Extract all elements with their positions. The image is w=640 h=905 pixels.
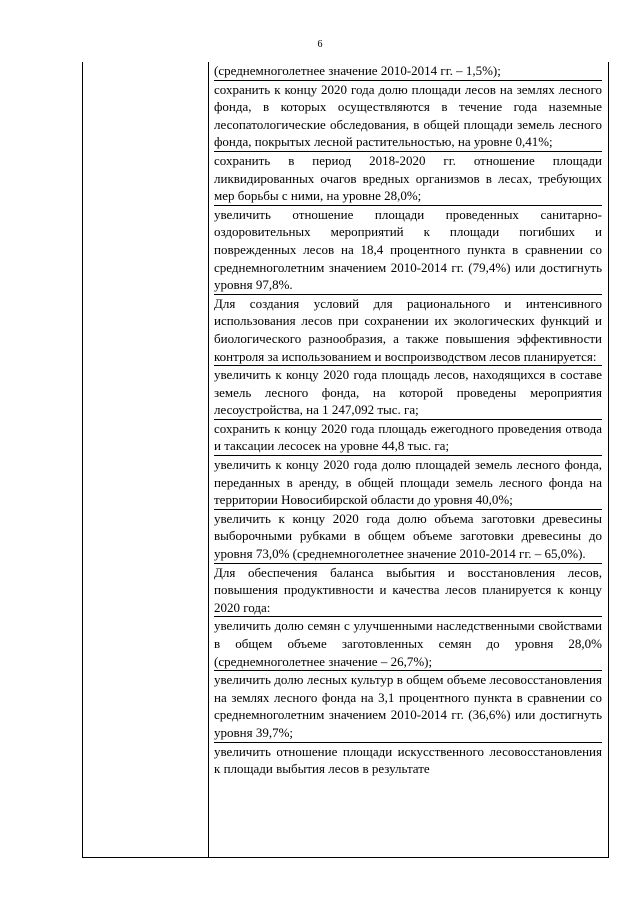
paragraph-5: Для создания условий для рационального и интенсивного использования лесов при сохранении их экологических функций и биологического разнообразия, а также повышения эффективности контроля за использованием и воспроизводством лесов планируется: [214, 295, 602, 364]
paragraph-11: увеличить долю семян с улучшенными наследственными свойствами в общем объеме заготовленных семян до уровня 28,0% (среднемноголетнее значение – 26,7%); [214, 618, 602, 669]
paragraph-10: Для обеспечения баланса выбытия и восстановления лесов, повышения продуктивности и качества лесов планируется к концу 2020 года: [214, 564, 602, 615]
paragraph-8: увеличить к концу 2020 года долю площадей земель лесного фонда, переданных в аренду, в общей площади земель лесного фонда на территории Новосибирской области до уровня 40,0%; [214, 457, 602, 508]
paragraph-13: увеличить отношение площади искусственного лесовосстановления к площади выбытия лесов в результате [214, 743, 602, 777]
paragraph-7: сохранить к концу 2020 года площадь ежегодного проведения отвода и таксации лесосек на уровне 44,8 тыс. га; [214, 420, 602, 454]
paragraph-12: увеличить долю лесных культур в общем объеме лесовосстановления на землях лесного фонда на 3,1 процентного пункта в сравнении со среднемноголетним значением 2010-2014 гг. (36,6%) или достигнуть уровня 39,7%; [214, 672, 602, 740]
right-column-text [214, 62, 602, 778]
page-number: 6 [317, 39, 323, 50]
paragraph-2: сохранить к концу 2020 года долю площади лесов на землях лесного фонда, в которых осуществляются в течение года наземные лесопатологические обследования, в общей площади земель лесного фонда, покрытых лесной растительностью, на уровне 0,41%; [214, 81, 602, 150]
paragraph-9: увеличить к концу 2020 года долю объема заготовки древесины выборочными рубками в общем объеме заготовки древесины до уровня 73,0% (среднемноголетнее значение 2010-2014 гг. – 65,0%). [214, 510, 602, 562]
column-divider [208, 62, 209, 857]
paragraph-6: увеличить к концу 2020 года площадь лесов, находящихся в составе земель лесного фонда, на которой проведены мероприятия лесоустройства, на 1 247,092 тыс. га; [214, 367, 602, 418]
paragraph-3: сохранить в период 2018-2020 гг. отношение площади ликвидированных очагов вредных организмов в лесах, требующих мер борьбы с ними, на уровне 28,0%; [214, 152, 602, 204]
paragraph-4: увеличить отношение площади проведенных санитарно-оздоровительных мероприятий к площади погибших и поврежденных лесов на 18,4 процентного пункта в сравнении со среднемноголетним значением 2010-2014 гг. (79,4%) или достигнуть уровня 97,8%. [214, 206, 602, 293]
paragraph-1: (среднемноголетнее значение 2010-2014 гг. – 1,5%); [214, 63, 501, 78]
